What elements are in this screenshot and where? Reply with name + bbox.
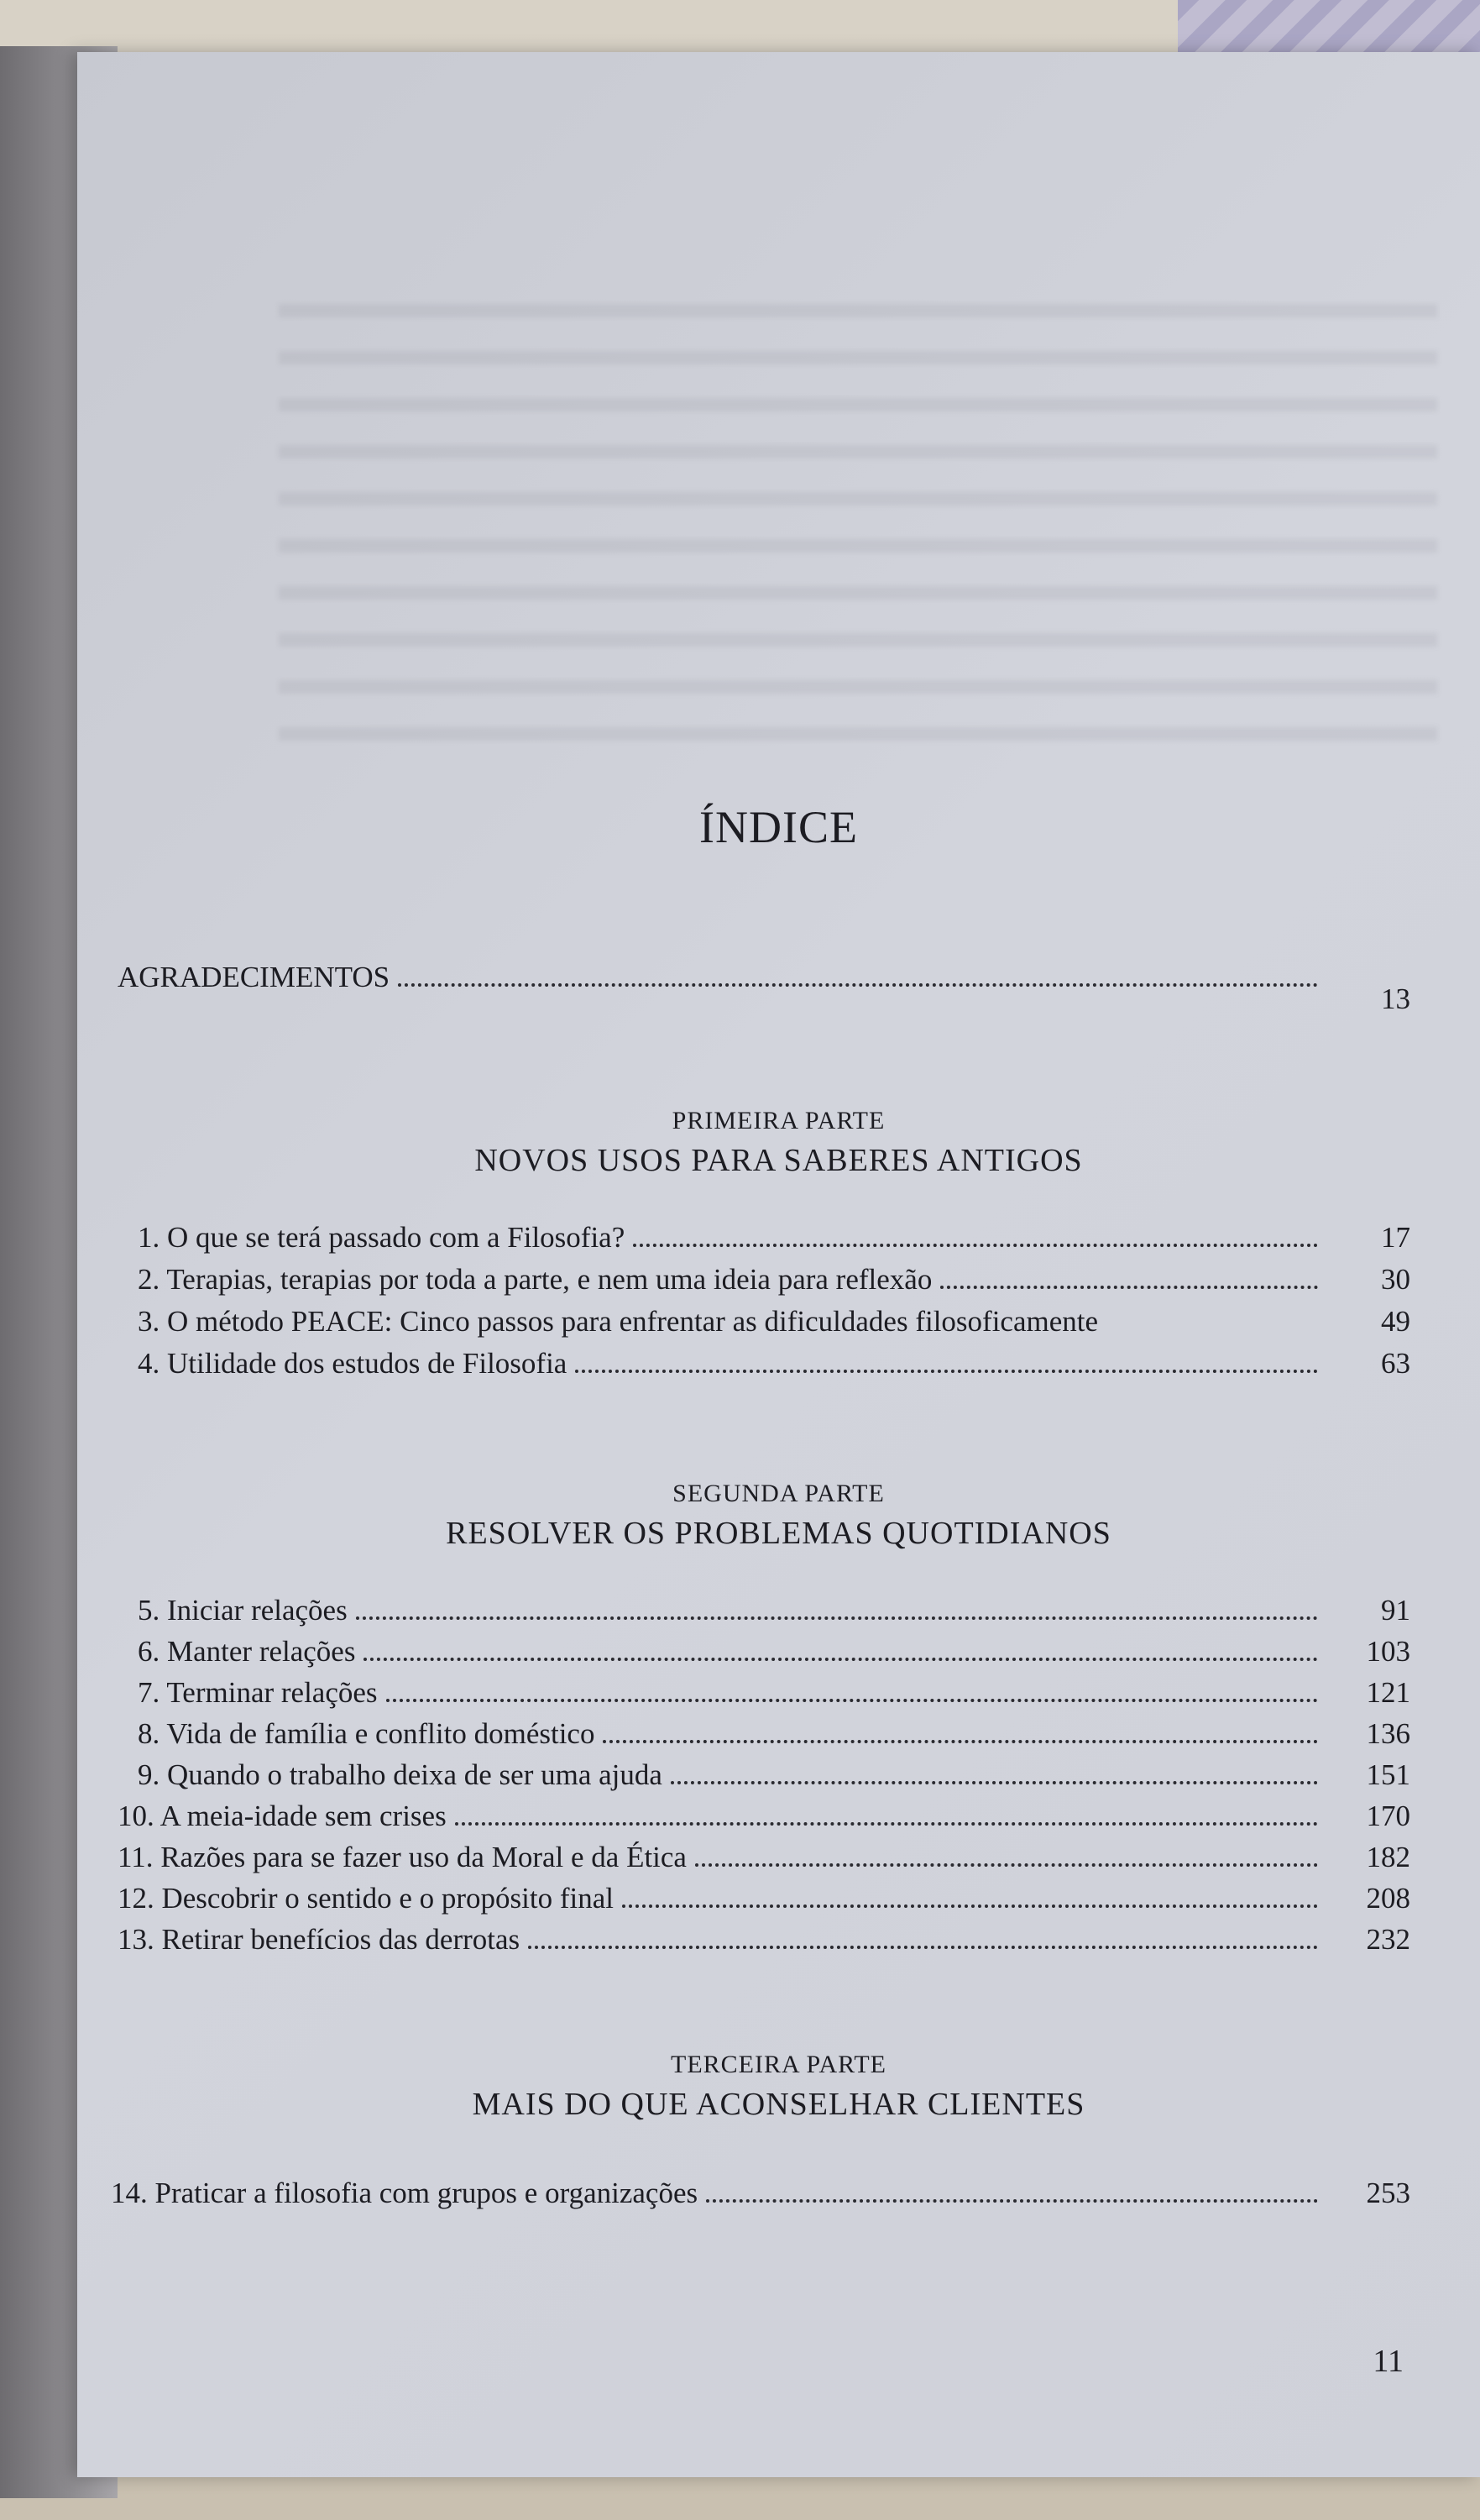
toc-entry-page: 63: [1381, 1347, 1410, 1380]
toc-entry-label: 6. Manter relações: [138, 1635, 356, 1668]
toc-entry-label: 13. Retirar benefícios das derrotas: [118, 1923, 520, 1956]
index-title: ÍNDICE: [699, 802, 858, 852]
toc-entry-label-post: : Cinco passos para enfrentar as dificuldades filosoficamente: [384, 1305, 1099, 1338]
toc-entry-label: 14. Praticar a filosofia com grupos e organizações: [111, 2177, 698, 2209]
toc-entry-label: 12. Descobrir o sentido e o propósito final: [118, 1882, 614, 1915]
toc-entry: [138, 1716, 1410, 1752]
toc-entry-label-pre: 3. O método: [138, 1305, 291, 1338]
leader-dots: [603, 1740, 1318, 1743]
toc-entry: [138, 1345, 1410, 1382]
part-kicker: PRIMEIRA PARTE: [672, 1107, 886, 1134]
toc-entry-page: 170: [1366, 1800, 1410, 1832]
toc-entry-label: 7. Terminar relações: [138, 1676, 378, 1709]
show-through: [279, 304, 1437, 741]
leader-dots: [940, 1286, 1318, 1289]
part-kicker: SEGUNDA PARTE: [672, 1480, 885, 1507]
toc-entry-page: 208: [1366, 1882, 1410, 1915]
toc-entry-label: 11. Razões para se fazer uso da Moral e da Ética: [118, 1841, 687, 1873]
toc-entry-page: 182: [1366, 1841, 1410, 1873]
part-title: NOVOS USOS PARA SABERES ANTIGOS: [474, 1143, 1083, 1178]
part-kicker: TERCEIRA PARTE: [671, 2051, 886, 2078]
toc-entry-label: 4. Utilidade dos estudos de Filosofia: [138, 1347, 567, 1380]
toc-entry-page: 13: [1381, 982, 1410, 1015]
toc-entry-label: 8. Vida de família e conflito doméstico: [138, 1717, 595, 1750]
toc-entry: [138, 1592, 1410, 1629]
toc-entry: [118, 1880, 1410, 1917]
toc-entry: [138, 1219, 1410, 1256]
leader-dots: [622, 1904, 1318, 1908]
leader-dots: [356, 1616, 1318, 1620]
toc-entry-label: AGRADECIMENTOS: [118, 961, 390, 993]
leader-dots: [695, 1863, 1318, 1867]
toc-entry-page: 151: [1366, 1758, 1410, 1791]
toc-entry-label: 10. A meia-idade sem crises: [118, 1800, 447, 1832]
part-title: RESOLVER OS PROBLEMAS QUOTIDIANOS: [446, 1516, 1111, 1551]
leader-dots: [398, 983, 1318, 987]
toc-entry: [118, 1798, 1410, 1835]
leader-dots: [671, 1781, 1318, 1784]
toc-entry: [138, 1303, 1410, 1340]
toc-entry-label: 9. Quando o trabalho deixa de ser uma ajuda: [138, 1758, 662, 1791]
toc-entry: [138, 1757, 1410, 1794]
leader-dots: [528, 1946, 1318, 1949]
book-page: [77, 52, 1480, 2477]
toc-entry: [111, 2175, 1410, 2212]
leader-dots: [363, 1658, 1318, 1661]
method-acronym: PEACE: [290, 1305, 384, 1338]
toc-entry-page: 121: [1366, 1676, 1410, 1709]
leader-dots: [455, 1822, 1318, 1826]
toc-entry-page: 30: [1381, 1263, 1410, 1296]
toc-entry-page: 253: [1366, 2177, 1410, 2209]
leader-dots: [575, 1370, 1318, 1373]
toc-entry: [118, 1839, 1410, 1876]
leader-dots: [386, 1699, 1318, 1702]
toc-entry-label: [138, 1303, 1098, 1340]
toc-entry: [138, 1633, 1410, 1670]
toc-entry-page: 232: [1366, 1923, 1410, 1956]
toc-entry-acknowledgements: [118, 959, 1410, 1015]
part-title: MAIS DO QUE ACONSELHAR CLIENTES: [472, 2087, 1085, 2122]
leader-dots: [706, 2199, 1318, 2203]
toc-entry: [138, 1674, 1410, 1711]
toc-entry-page: 136: [1366, 1717, 1410, 1750]
toc-entry-label: 1. O que se terá passado com a Filosofia?: [138, 1221, 625, 1254]
toc-entry-page: 103: [1366, 1635, 1410, 1668]
page-number: 11: [1373, 2344, 1404, 2379]
toc-entry: [138, 1261, 1410, 1298]
toc-entry-page: 91: [1381, 1594, 1410, 1627]
toc-entry-label: 2. Terapias, terapias por toda a parte, e nem uma ideia para reflexão: [138, 1263, 933, 1296]
toc-entry-page: 49: [1381, 1305, 1410, 1338]
leader-dots: [633, 1244, 1318, 1247]
toc-entry-page: 17: [1381, 1221, 1410, 1254]
toc-entry-label: 5. Iniciar relações: [138, 1594, 348, 1627]
toc-entry: [118, 1921, 1410, 1958]
